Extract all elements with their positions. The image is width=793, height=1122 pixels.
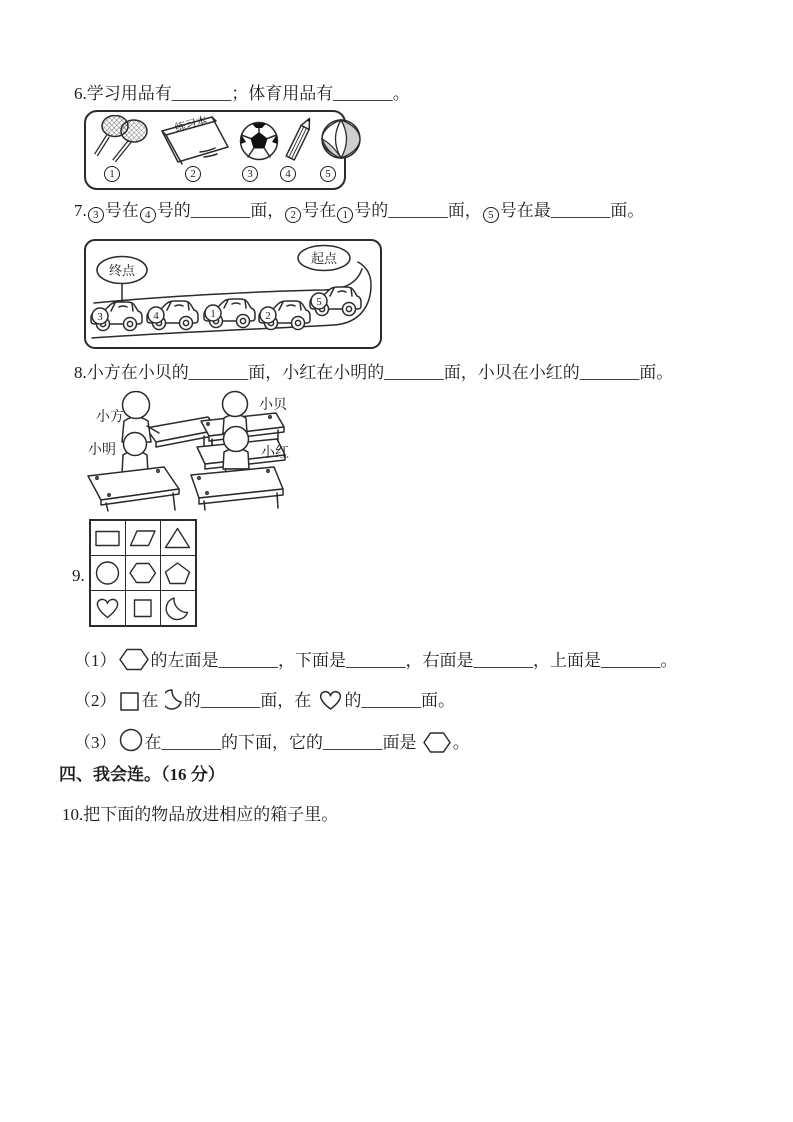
q7-seg: 号在最_______面。 [499, 201, 645, 220]
circled-5: 5 [483, 207, 499, 223]
students-seats-scene [84, 388, 296, 512]
circled-2: 2 [285, 207, 301, 223]
circled-3: 3 [88, 207, 104, 223]
soccer-ball-icon [238, 120, 280, 162]
grid-cell-moon [161, 591, 197, 627]
moon-icon [165, 688, 182, 710]
item-number-2: 2 [185, 166, 201, 182]
question-9-number: 9. [72, 566, 85, 585]
race-car-1 [204, 299, 255, 328]
label-xiaobei: 小贝 [259, 398, 287, 413]
exercise-book-icon [154, 114, 236, 166]
sub2-text: 的_______面。 [344, 691, 455, 710]
grid-cell-hexagon [126, 556, 161, 591]
question-9-sub3 [74, 728, 470, 754]
question-9-sub1 [74, 647, 678, 672]
grid-cell-heart [90, 591, 126, 627]
car-number: 4 [153, 310, 159, 322]
student-xiaohong [223, 427, 251, 477]
hexagon-icon [119, 647, 149, 672]
race-cars-box [84, 239, 382, 349]
start-sign [298, 246, 350, 271]
sub3-text: 。 [452, 733, 470, 752]
book-title-label: 练习本 [173, 114, 209, 135]
q7-seg: 号的_______面， [354, 201, 482, 220]
triangle-shape [164, 526, 192, 551]
sub2-prefix: （2） [74, 691, 117, 710]
label-xiaofang: 小方 [96, 410, 124, 425]
race-car-3 [91, 302, 142, 331]
circle-shape [94, 561, 122, 586]
heart-icon [318, 689, 343, 710]
hexagon-icon [423, 731, 451, 754]
heart-shape [94, 596, 122, 621]
grid-cell-rectangle [90, 520, 126, 556]
q7-seg: 号的_______面， [156, 201, 285, 220]
sub2-text: 在 [141, 691, 163, 710]
parallelogram-shape [129, 526, 157, 551]
start-label: 起点 [310, 251, 338, 266]
q7-seg: 7. [74, 201, 87, 220]
desk [191, 467, 283, 510]
square-icon [119, 691, 140, 712]
table-tennis-rackets-icon [92, 115, 150, 165]
q7-seg: 号在 [104, 201, 139, 220]
question-8-text: 8.小方在小贝的_______面，小红在小明的_______面，小贝在小红的_______面。 [74, 363, 674, 382]
circled-4: 4 [140, 207, 156, 223]
section-4-heading: 四、我会连。（16 分） [59, 765, 225, 784]
car-number: 3 [97, 311, 103, 323]
sub1-prefix: （1） [74, 651, 117, 670]
pentagon-shape [164, 561, 192, 586]
circle-icon [119, 728, 143, 752]
circled-1: 1 [337, 207, 353, 223]
item-number-4: 4 [280, 166, 296, 182]
sub1-text: 的左面是_______，下面是_______，右面是_______，上面是_______。 [150, 651, 678, 670]
school-items-box [84, 110, 346, 190]
item-number-3: 3 [242, 166, 258, 182]
question-10-text: 10.把下面的物品放进相应的箱子里。 [62, 805, 339, 824]
race-car-2 [259, 301, 310, 330]
square-shape [129, 596, 157, 621]
item-number-1: 1 [104, 166, 120, 182]
grid-cell-circle [90, 556, 126, 591]
shapes-grid [89, 519, 197, 627]
q7-seg: 号在 [302, 201, 337, 220]
grid-cell-pentagon [161, 556, 197, 591]
sub3-prefix: （3） [74, 733, 117, 752]
rectangle-shape [94, 526, 122, 551]
race-car-4 [147, 301, 198, 330]
car-number: 5 [316, 296, 322, 308]
grid-cell-triangle [161, 520, 197, 556]
sub2-text: 的_______面，在 [183, 691, 316, 710]
desk [88, 467, 179, 511]
pencil-icon [280, 115, 318, 165]
finish-sign [97, 257, 147, 304]
race-car-5 [310, 287, 361, 316]
car-number: 1 [210, 308, 216, 320]
question-9-sub2 [74, 688, 455, 712]
beach-ball-icon [320, 118, 364, 162]
question-6-text: 6.学习用品有_______；体育用品有_______。 [74, 84, 410, 103]
label-xiaoming: 小明 [88, 443, 116, 458]
sub3-text: 在_______的下面，它的_______面是 [144, 733, 421, 752]
moon-shape [164, 596, 192, 621]
label-xiaohong: 小红 [261, 446, 289, 461]
hexagon-shape [129, 561, 157, 586]
finish-label: 终点 [108, 263, 136, 278]
question-7-text [74, 199, 644, 223]
grid-cell-square [126, 591, 161, 627]
race-scene [86, 241, 376, 343]
car-number: 2 [265, 310, 271, 322]
grid-cell-parallelogram [126, 520, 161, 556]
item-number-5: 5 [320, 166, 336, 182]
